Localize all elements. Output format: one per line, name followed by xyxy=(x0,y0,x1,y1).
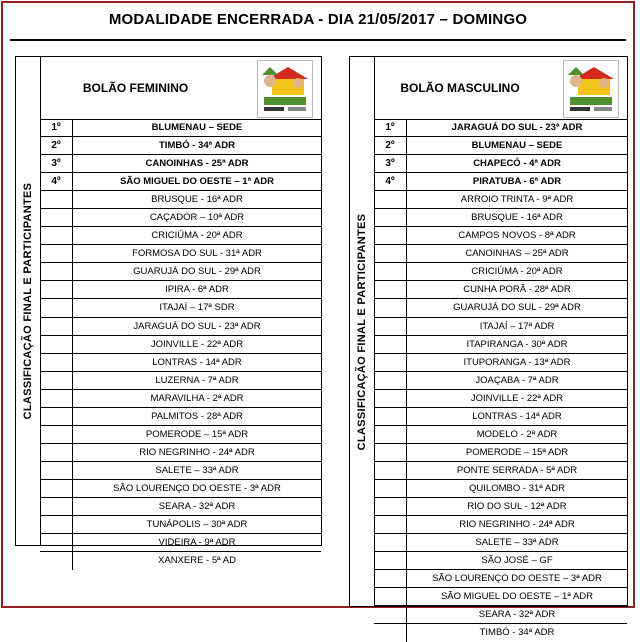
team-name-cell: CRICIÚMA - 20ª ADR xyxy=(151,230,243,242)
team-name-cell: BRUSQUE - 16ª ADR xyxy=(151,194,243,206)
side-label-masculino xyxy=(350,57,375,606)
position-cell xyxy=(40,191,73,208)
team-name-cell: VIDEIRA - 9ª ADR xyxy=(158,537,236,549)
position-cell xyxy=(374,390,407,407)
position-cell xyxy=(374,570,407,587)
participant-row xyxy=(40,498,321,516)
feminino-table xyxy=(15,56,322,567)
participant-row xyxy=(374,281,627,299)
team-name-cell: TIMBÓ - 34ª ADR xyxy=(479,627,555,639)
team-name-cell: SALETE – 33ª ADR xyxy=(155,464,239,476)
feminino-header xyxy=(40,57,321,120)
side-label-text: CLASSIFICAÇÃO FINAL E PARTICIPANTES xyxy=(356,213,368,450)
team-name-cell: GUARUJÁ DO SUL - 29ª ADR xyxy=(453,302,581,314)
participant-row xyxy=(374,372,627,390)
side-label-feminino xyxy=(16,57,41,545)
participant-row xyxy=(40,191,321,209)
feminino-rows xyxy=(40,119,321,570)
position-cell xyxy=(374,263,407,280)
team-name-cell: RIO DO SUL - 12ª ADR xyxy=(467,500,567,512)
participant-row xyxy=(40,318,321,336)
ranked-row xyxy=(374,119,627,137)
participant-row xyxy=(40,444,321,462)
participant-row xyxy=(374,444,627,462)
position-cell xyxy=(374,372,407,389)
team-name-cell: IPIRA - 6ª ADR xyxy=(165,284,229,296)
position-cell xyxy=(40,390,73,407)
team-name-cell: SÃO LOURENÇO DO OESTE – 3ª ADR xyxy=(432,573,602,585)
team-name-cell: XANXERE - 5ª AD xyxy=(158,555,236,567)
team-name-cell: RIO NEGRINHO - 24ª ADR xyxy=(139,446,255,458)
team-name-cell: CANOINHAS - 25ª ADR xyxy=(145,158,249,170)
position-cell xyxy=(374,516,407,533)
participant-row xyxy=(374,588,627,606)
position-cell xyxy=(40,318,73,335)
participant-row xyxy=(374,426,627,444)
position-cell xyxy=(374,534,407,551)
masculino-header-label: BOLÃO MASCULINO xyxy=(400,81,520,95)
team-name-cell: MODELO - 2ª ADR xyxy=(476,428,558,440)
team-name-cell: CUNHA PORÃ - 28ª ADR xyxy=(463,284,571,296)
team-name-cell: LONTRAS - 14ª ADR xyxy=(152,356,242,368)
participant-row xyxy=(374,354,627,372)
participant-row xyxy=(374,209,627,227)
position-cell xyxy=(40,227,73,244)
team-name-cell: CAÇADOR – 10ª ADR xyxy=(149,212,245,224)
position-cell xyxy=(374,606,407,623)
team-name-cell: CRICIÚMA - 20ª ADR xyxy=(471,266,563,278)
position-cell xyxy=(40,336,73,353)
participant-row xyxy=(40,281,321,299)
position-cell xyxy=(374,354,407,371)
participant-row xyxy=(40,480,321,498)
position-cell: 1º xyxy=(40,119,73,136)
participant-row xyxy=(40,516,321,534)
position-cell xyxy=(40,498,73,515)
team-name-cell: ARROIO TRINTA - 9ª ADR xyxy=(460,194,574,206)
team-name-cell: CHAPECÓ - 4ª ADR xyxy=(473,158,561,170)
ranked-row xyxy=(40,119,321,137)
participant-row xyxy=(374,263,627,281)
team-name-cell: ITAJAÍ – 17ª SDR xyxy=(159,302,235,314)
participant-row xyxy=(40,263,321,281)
position-cell: 1º xyxy=(374,119,407,136)
participant-row xyxy=(374,299,627,317)
ranked-row xyxy=(40,173,321,191)
side-label-text: CLASSIFICAÇÃO FINAL E PARTICIPANTES xyxy=(22,182,34,420)
team-name-cell: LUZERNA - 7ª ADR xyxy=(155,374,239,386)
participant-row xyxy=(374,480,627,498)
participant-row xyxy=(374,606,627,624)
position-cell: 4º xyxy=(40,173,73,190)
participant-row xyxy=(40,426,321,444)
position-cell xyxy=(40,462,73,479)
page-frame xyxy=(1,1,635,639)
ranked-row xyxy=(40,137,321,155)
position-cell xyxy=(40,426,73,443)
ranked-row xyxy=(374,155,627,173)
team-name-cell: JOINVILLE - 22ª ADR xyxy=(470,392,564,404)
team-name-cell: ITAJAÍ – 17ª ADR xyxy=(479,320,555,332)
ranked-row xyxy=(374,137,627,155)
participant-row xyxy=(374,462,627,480)
position-cell xyxy=(374,318,407,335)
team-name-cell: SÃO LOURENÇO DO OESTE - 3ª ADR xyxy=(113,482,281,494)
position-cell xyxy=(374,426,407,443)
position-cell xyxy=(374,191,407,208)
team-name-cell: POMERODE – 15ª ADR xyxy=(465,446,569,458)
team-name-cell: JOAÇABA - 7ª ADR xyxy=(475,374,559,386)
team-name-cell: JARAGUÁ DO SUL - 23ª ADR xyxy=(133,320,261,332)
team-name-cell: BLUMENAU – SEDE xyxy=(151,122,243,133)
position-cell xyxy=(40,281,73,298)
position-cell xyxy=(40,354,73,371)
participant-row xyxy=(374,552,627,570)
participant-row xyxy=(40,227,321,245)
team-name-cell: PIRATUBA - 6ª ADR xyxy=(472,176,562,188)
position-cell xyxy=(374,299,407,316)
masculino-table xyxy=(349,56,628,639)
team-name-cell: LONTRAS - 14ª ADR xyxy=(472,410,562,422)
position-cell xyxy=(40,444,73,461)
position-cell xyxy=(374,444,407,461)
participant-row xyxy=(374,408,627,426)
team-name-cell: ITAPIRANGA - 30ª ADR xyxy=(466,338,568,350)
position-cell xyxy=(40,534,73,551)
team-name-cell: SALETE – 33ª ADR xyxy=(475,537,559,549)
position-cell xyxy=(40,372,73,389)
position-cell xyxy=(374,408,407,425)
team-name-cell: FORMOSA DO SUL - 31ª ADR xyxy=(132,248,262,260)
participant-row xyxy=(374,227,627,245)
team-name-cell: QUILOMBO - 31ª ADR xyxy=(469,482,565,494)
position-cell xyxy=(374,498,407,515)
team-name-cell: JOINVILLE - 22ª ADR xyxy=(150,338,244,350)
position-cell xyxy=(374,281,407,298)
position-cell xyxy=(374,552,407,569)
team-name-cell: SÃO MIGUEL DO OESTE – 1ª ADR xyxy=(440,591,594,603)
position-cell xyxy=(40,408,73,425)
participant-row xyxy=(374,191,627,209)
participant-row xyxy=(40,336,321,354)
team-name-cell: ITUPORANGA - 13ª ADR xyxy=(463,356,571,368)
team-name-cell: POMERODE – 15ª ADR xyxy=(145,428,249,440)
position-cell: 3º xyxy=(40,155,73,172)
team-name-cell: GUARUJÁ DO SUL - 29ª ADR xyxy=(133,266,261,278)
masculino-rows xyxy=(374,119,627,642)
team-name-cell: JARAGUÁ DO SUL - 23ª ADR xyxy=(451,122,583,133)
participant-row xyxy=(40,534,321,552)
participant-row xyxy=(374,498,627,516)
team-name-cell: BRUSQUE - 16ª ADR xyxy=(471,212,563,224)
team-name-cell: BLUMENAU – SEDE xyxy=(471,140,563,152)
participant-row xyxy=(40,408,321,426)
position-cell xyxy=(374,588,407,605)
team-name-cell: TUNÁPOLIS – 30ª ADR xyxy=(146,519,248,531)
position-cell xyxy=(40,245,73,262)
position-cell xyxy=(374,624,407,642)
participant-row xyxy=(374,318,627,336)
participant-row xyxy=(40,552,321,570)
participant-row xyxy=(40,245,321,263)
participant-row xyxy=(374,390,627,408)
participant-row xyxy=(374,336,627,354)
position-cell xyxy=(374,245,407,262)
position-cell xyxy=(374,462,407,479)
position-cell: 4º xyxy=(374,173,407,190)
position-cell xyxy=(374,227,407,244)
position-cell xyxy=(374,336,407,353)
event-logo-icon xyxy=(563,60,619,118)
position-cell xyxy=(40,552,73,570)
participant-row xyxy=(374,624,627,642)
position-cell xyxy=(40,263,73,280)
participant-row xyxy=(40,462,321,480)
participant-row xyxy=(40,390,321,408)
team-name-cell: SÃO MIGUEL DO OESTE – 1ª ADR xyxy=(120,176,274,188)
position-cell xyxy=(40,480,73,497)
team-name-cell: PONTE SERRADA - 5ª ADR xyxy=(456,464,578,476)
position-cell xyxy=(374,480,407,497)
participant-row xyxy=(40,209,321,227)
team-name-cell: RIO NEGRINHO - 24ª ADR xyxy=(459,519,575,531)
position-cell: 2º xyxy=(40,137,73,154)
team-name-cell: CANOINHAS – 25ª ADR xyxy=(465,248,569,260)
feminino-header-label: BOLÃO FEMININO xyxy=(82,81,189,95)
position-cell xyxy=(40,516,73,533)
team-name-cell: MARAVILHA - 2ª ADR xyxy=(150,392,244,404)
event-logo-icon xyxy=(257,60,313,118)
team-name-cell: SEARA - 32ª ADR xyxy=(158,500,236,512)
team-name-cell: CAMPOS NOVOS - 8ª ADR xyxy=(458,230,576,242)
position-cell: 2º xyxy=(374,137,407,154)
participant-row xyxy=(374,245,627,263)
participant-row xyxy=(40,354,321,372)
participant-row xyxy=(40,372,321,390)
position-cell xyxy=(374,209,407,226)
participant-row xyxy=(374,534,627,552)
participant-row xyxy=(374,516,627,534)
team-name-cell: SÃO JOSÉ – GF xyxy=(481,555,553,567)
ranked-row xyxy=(40,155,321,173)
position-cell: 3º xyxy=(374,155,407,172)
participant-row xyxy=(374,570,627,588)
team-name-cell: PALMITOS - 28ª ADR xyxy=(151,410,243,422)
position-cell xyxy=(40,299,73,316)
ranked-row xyxy=(374,173,627,191)
participant-row xyxy=(40,299,321,317)
team-name-cell: TIMBÓ - 34ª ADR xyxy=(159,140,235,152)
page-title: MODALIDADE ENCERRADA - DIA 21/05/2017 – DOMINGO xyxy=(108,11,528,28)
masculino-header xyxy=(374,57,627,120)
team-name-cell: SEARA - 32ª ADR xyxy=(478,609,556,621)
position-cell xyxy=(40,209,73,226)
title-divider xyxy=(10,39,626,41)
